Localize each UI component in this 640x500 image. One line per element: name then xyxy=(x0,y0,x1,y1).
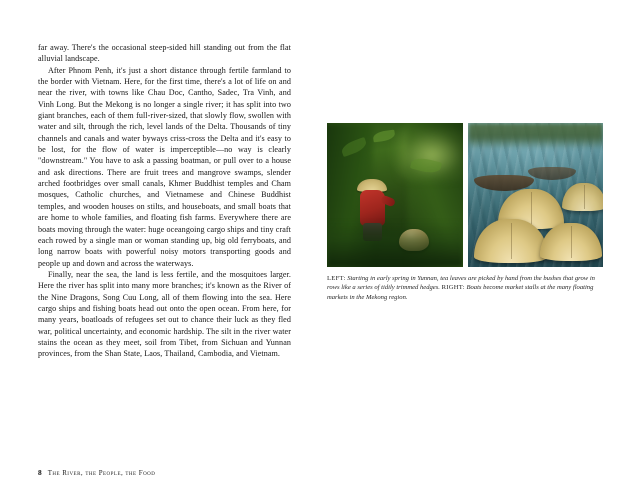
page-footer xyxy=(38,468,155,477)
body-paragraph-2: After Phnom Penh, it's just a short distance through fertile farmland to the border with Vietnam. Here, for the first time, there's a lot of life on and near the river, with towns like Chau Doc, Cantho, Sadec, Tra Vinh, and Vinh Long. But the Mekong is no longer a single river; it has split into two giant branches, each of them full-river-sized, that slowly flow, swollen with water and silt, through the rich, level lands of the Delta. Thousands of tiny channels and canals and water byways criss-cross the Delta and it's easy to be lost, for the flow of water is imperceptible—no way is clearly "downstream." You have to ask a passing boatman, or pull over to a house and ask directions. There are fruit trees and mangrove swamps, slender arched footbridges over small canals, Khmer Buddhist temples and Cham mosques, Catholic churches, and Vietnamese and Chinese Buddhist temples, and wooden houses on stilts, and houseboats, and small boats that are home to whole families, and floating fish farms. Everywhere there are boats moving through the water: huge oceangoing cargo ships and tiny craft each rowed by a single man or woman standing up, big old ferryboats, and long narrow boats with powerful noisy motors transporting goods and people up and down and across the waterways. xyxy=(38,65,291,268)
foreground-blur xyxy=(327,221,463,267)
body-paragraph-3: Finally, near the sea, the land is less fertile, and the mosquitoes larger. Here the river has split into many more branches; it's known as the River of the Nine Dragons, Song Cuu Long, all of them flowing into the sea. Here cargo ships and fishing boats head out onto the open ocean. From here, for many years, boatloads of refugees set out to chance their luck as they fled war, political uncertainty, and economic hardship. The silt in the river water stains the ocean as they meet, soil from Tibet, from Sichuan and Yunnan provinces, from the Shan State, Laos, Thailand, Cambodia, and Vietnam. xyxy=(38,269,291,359)
page-number: 8 xyxy=(38,468,42,477)
running-head: The River, the People, the Food xyxy=(47,470,156,477)
leaf-shape xyxy=(372,130,395,143)
tea-picker-photo xyxy=(327,123,463,267)
floating-market-photo xyxy=(468,123,604,267)
body-paragraph-1: far away. There's the occasional steep-sided hill standing out from the flat alluvial landscape. xyxy=(38,43,291,64)
figure-block xyxy=(327,123,603,302)
caption-marker-right: RIGHT: xyxy=(441,284,465,292)
sunlight-patch xyxy=(397,129,462,181)
caption-text-right: Boats become market stalls at the many floating markets in the Mekong region. xyxy=(327,284,594,301)
caption-marker-left: LEFT: xyxy=(327,275,346,282)
figure-caption xyxy=(327,274,603,302)
caption-text-left: Starting in early spring in Yunnan, tea leaves are picked by hand from the bushes that grow in rows like a series of tidily trimmed hedges. xyxy=(327,275,595,292)
river-bank xyxy=(468,123,604,149)
photo-pair xyxy=(327,123,603,267)
body-text-column xyxy=(38,42,291,360)
